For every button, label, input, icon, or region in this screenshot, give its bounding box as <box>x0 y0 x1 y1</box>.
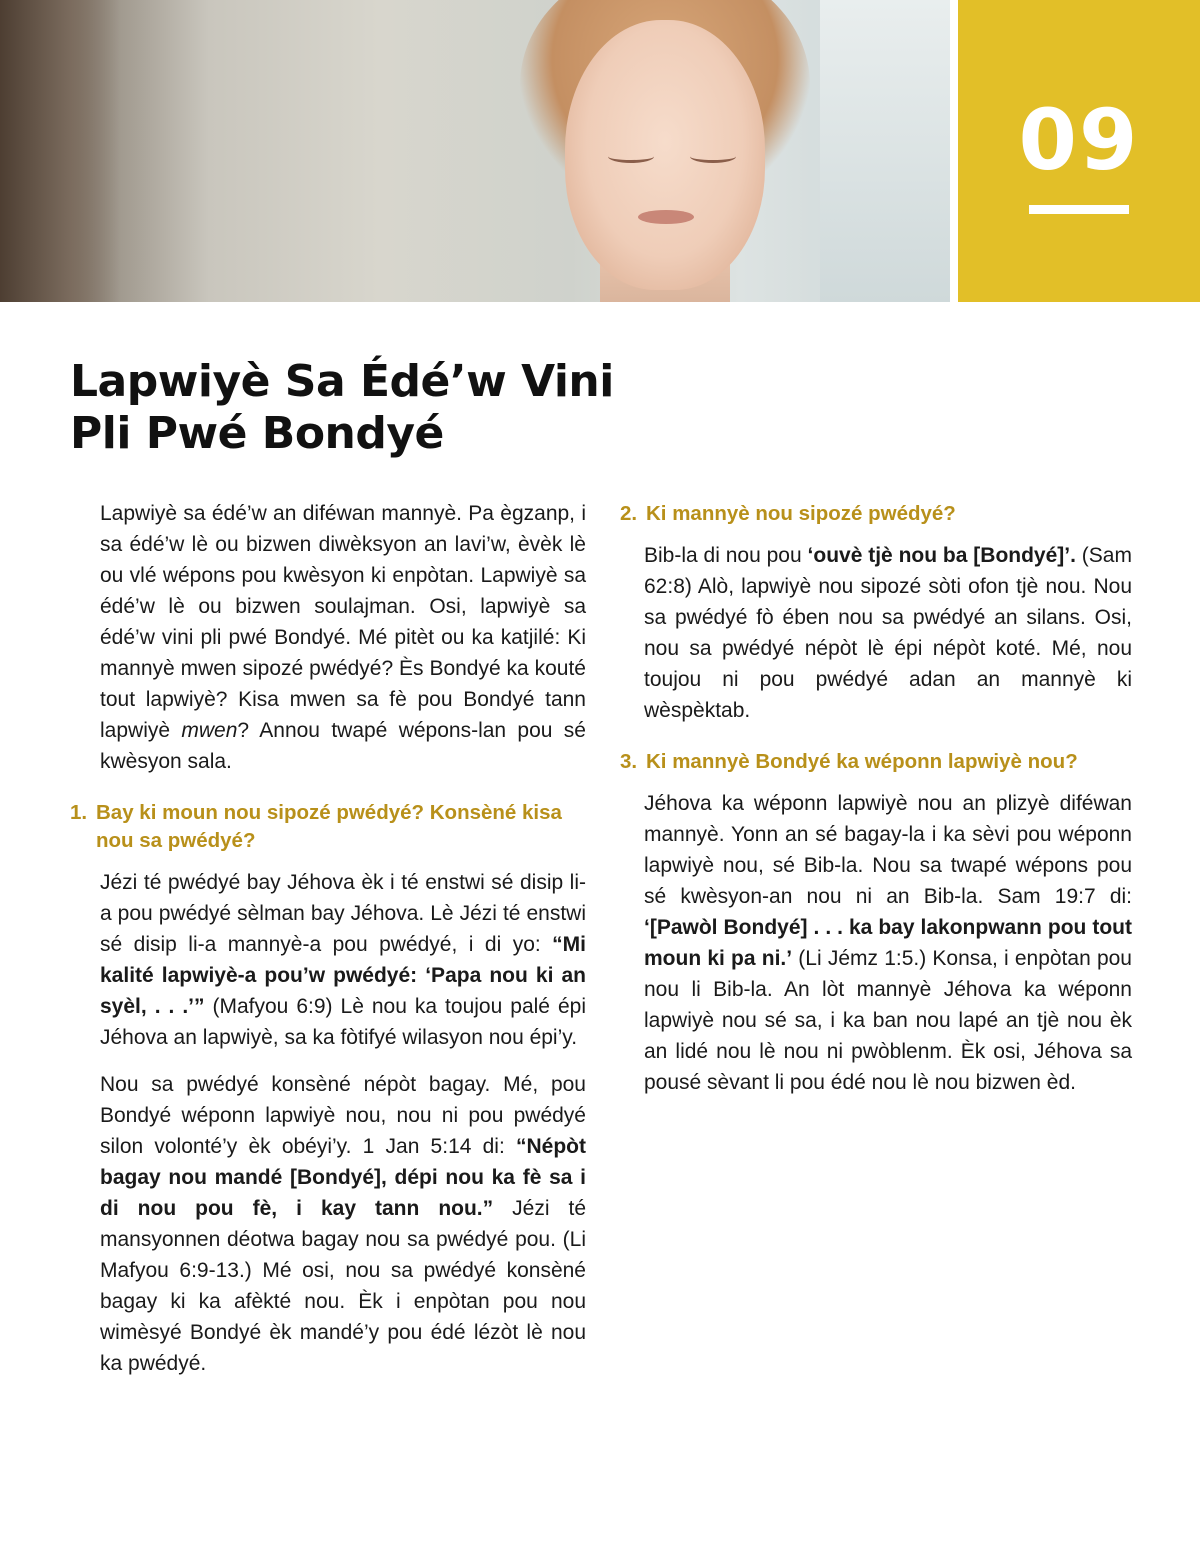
question-text: Ki mannyè Bondyé ka wéponn lapwiyè nou? <box>646 750 1078 773</box>
chapter-number: 09 <box>1018 91 1140 189</box>
woman-lips <box>638 210 694 224</box>
body-text: (Sam 62:8) Alò, lapwiyè nou sipozé sòti ofon tjè nou. Nou sa pwédyé fò ében nou sa pwédyé an silans. Osi, nou sa pwédyé népòt lè épi népòt koté. Mé, nou toujou ni pou pwédyé adan an mannyè ki wèspèktab. <box>644 544 1132 722</box>
scripture-quote: “Népòt bagay nou mandé [Bondyé], dépi nou ka fè sa i di nou pou fè, i kay tann nou.” <box>100 1135 586 1220</box>
scripture-quote: “Mi kalité lapwiyè-a pou’w pwédyé: ‘Papa nou ki an syèl, . . .’” <box>100 933 586 1018</box>
intro-text-end: ? Annou twapé wépons-lan pou sé kwèsyon sala. <box>100 719 586 773</box>
chapter-badge <box>958 0 1200 302</box>
scripture-quote: ‘[Pawòl Bondyé] . . . ka bay lakonpwann pou tout moun ki pa ni.’ <box>644 916 1132 970</box>
intro-emphasis: mwen <box>181 719 238 742</box>
question-heading-3 <box>620 748 1132 776</box>
body-text: Jézi té pwédyé bay Jéhova èk i té enstwi sé disip li-a pou pwédyé sèlman bay Jéhova. Lè Jézi té enstwi sé disip li-a mannyè-a pou pwédyé, i di yo: <box>100 871 586 956</box>
closed-eye-right <box>690 150 736 163</box>
question-text: Bay ki moun nou sipozé pwédyé? Konsèné kisa nou sa pwédyé? <box>96 801 562 852</box>
body-text: Bib-la di nou pou <box>644 544 808 567</box>
body-text: Jéhova ka wéponn lapwiyè nou an plizyè diféwan mannyè. Yonn an sé bagay-la i ka sèvi pou wéponn lapwiyè nou, sé Bib-la. Nou sa twapé wépons pou sé kwèsyon-an nou ni an Bib-la. Sam 19:7 di: <box>644 792 1132 908</box>
window-blur <box>820 0 950 302</box>
body-text: Nou sa pwédyé konsèné népòt bagay. Mé, pou Bondyé wéponn lapwiyè nou, nou ni pou pwédyé silon volonté’y èk obéyi’y. 1 Jan 5:14 di: <box>100 1073 586 1158</box>
intro-text: Lapwiyè sa édé’w an diféwan mannyè. Pa ègzanp, i sa édé’w lè ou bizwen diwèksyon an lavi’w, èvèk lè ou vlé wépons pou kwèsyon ki enpòtan. Lapwiyè sa édé’w lè ou bizwen soulajman. Osi, lapwiyè sa édé’w vini pli pwé Bondyé. Mé pitèt ou ka katjilé: Ki mannyè mwen sipozé pwédyé? Ès Bondyé ka kouté tout lapwiyè? Kisa mwen sa fè pou Bondyé tann lapwiyè <box>100 502 586 742</box>
body-text: (Mafyou 6:9) Lè nou ka toujou palé épi Jéhova an lapwiyè, sa ka fòtifyé wilasyon nou épi’y. <box>100 995 586 1049</box>
question-text: Ki mannyè nou sipozé pwédyé? <box>646 502 956 525</box>
question-heading-1 <box>70 799 586 855</box>
section-1-paragraph-2 <box>100 1069 586 1379</box>
section-1-paragraph-1 <box>100 867 586 1053</box>
question-heading-2 <box>620 500 1132 528</box>
bookshelf-blur <box>0 0 120 302</box>
chapter-underline <box>1029 205 1129 214</box>
question-number: 2. <box>620 502 638 525</box>
page-title-line-1: Lapwiyè Sa Édé’w Vini <box>70 356 614 407</box>
question-number: 3. <box>620 750 638 773</box>
intro-paragraph <box>100 498 586 777</box>
body-text: (Li Jémz 1:5.) Konsa, i enpòtan pou nou li Bib-la. An lòt mannyè Jéhova ka wéponn lapwiyè nou sé sa, i ka ban nou lapé an tjè nou èk an lidé nou lè nou ni pwòblenm. Èk osi, Jéhova sa pousé sèvant li pou édé nou lè nou bizwen èd. <box>644 947 1132 1094</box>
section-3-paragraph-1 <box>644 788 1132 1098</box>
body-text: Jézi té mansyonnen déotwa bagay nou sa pwédyé pou. (Li Mafyou 6:9-13.) Mé osi, nou sa pwédyé konsèné bagay ki ka afèkté nou. Èk i enpòtan pou nou wimèsyé Bondyé èk mandé’y pou édé lézòt lè nou ka pwédyé. <box>100 1197 586 1375</box>
page-title-line-2: Pli Pwé Bondyé <box>70 407 444 459</box>
hero-photo <box>0 0 950 302</box>
scripture-quote: ‘ouvè tjè nou ba [Bondyé]’. <box>807 544 1076 567</box>
left-column <box>70 498 586 1395</box>
closed-eye-left <box>608 150 654 163</box>
section-2-paragraph-1 <box>644 540 1132 726</box>
question-number: 1. <box>70 801 88 824</box>
page-title <box>70 356 770 460</box>
right-column <box>620 498 1132 1114</box>
